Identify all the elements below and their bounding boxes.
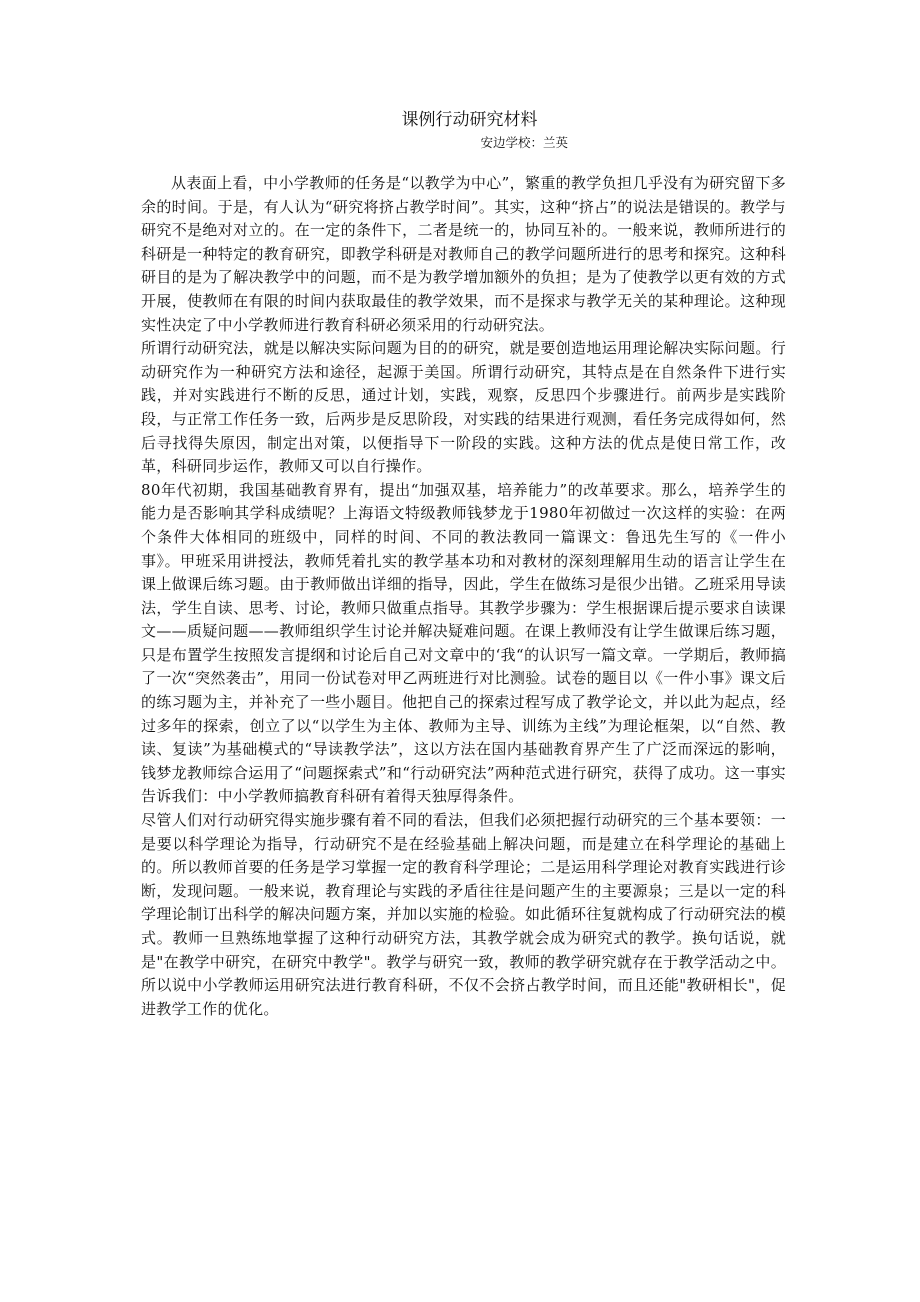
paragraph-1: 从表面上看，中小学教师的任务是“以教学为中心”，繁重的教学负担几乎没有为研究留下多余的时间。于是，有人认为“研究将挤占教学时间”。其实，这种“挤占”的说法是错误的。教学与研究不是绝对对立的。在一定的条件下，二者是统一的，协同互补的。一般来说，教师所进行的科研是一种特定的教育研究，即教学科研是对教师自己的教学问题所进行的思考和探究。这种科研目的是为了解决教学中的问题，而不是为教学增加额外的负担；是为了使教学以更有效的方式开展，使教师在有限的时间内获取最佳的教学效果，而不是探求与教学无关的某种理论。这种现实性决定了中小学教师进行教育科研必须采用的行动研究法。 [141,174,786,334]
paragraph-4: 尽管人们对行动研究得实施步骤有着不同的看法，但我们必须把握行动研究的三个基本要领：一是要以科学理论为指导，行动研究不是在经验基础上解决问题，而是建立在科学理论的基础上的。所以教师首要的任务是学习掌握一定的教育科学理论；二是运用科学理论对教育实践进行诊断，发现问题。一般来说，教育理论与实践的矛盾往往是问题产生的主要源泉；三是以一定的科学理论制订出科学的解决问题方案，并加以实施的检验。如此循环往复就构成了行动研究法的模式。教师一旦熟练地掌握了这种行动研究方法，其教学就会成为研究式的教学。换句话说，就是"在教学中研究，在研究中教学"。教学与研究一致，教师的教学研究就存在于教学活动之中。所以说中小学教师运用研究法进行教育科研，不仅不会挤占教学时间，而且还能"教研相长"，促进教学工作的优化。 [141,811,786,1018]
document-title: 课例行动研究材料 [401,110,538,130]
document-author: 安边学校：兰英 [480,135,568,150]
document-page [141,108,786,1021]
paragraph-2: 所谓行动研究法，就是以解决实际问题为目的的研究，就是要创造地运用理论解决实际问题。行动研究作为一种研究方法和途径，起源于美国。所谓行动研究，其特点是在自然条件下进行实践，并对实践进行不断的反思，通过计划，实践，观察，反思四个步骤进行。前两步是实践阶段，与正常工作任务一致，后两步是反思阶段，对实践的结果进行观测，看任务完成得如何，然后寻找得失原因，制定出对策，以便指导下一阶段的实践。这种方法的优点是使日常工作，改革，科研同步运作，教师又可以自行操作。 [141,339,786,476]
document-body [141,172,786,1021]
paragraph-3: 80年代初期，我国基础教育界有，提出“加强双基，培养能力”的改革要求。那么，培养学生的能力是否影响其学科成绩呢？上海语文特级教师钱梦龙于1980年初做过一次这样的实验：在两个条件大体相同的班级中，同样的时间、不同的教法教同一篇课文：鲁迅先生写的《一件小事》。甲班采用讲授法，教师凭着扎实的教学基本功和对教材的深刻理解用生动的语言让学生在课上做课后练习题。由于教师做出详细的指导，因此，学生在做练习是很少出错。乙班采用导读法，学生自读、思考、讨论，教师只做重点指导。其教学步骤为：学生根据课后提示要求自读课文——质疑问题——教师组织学生讨论并解决疑难问题。在课上教师没有让学生做课后练习题，只是布置学生按照发言提纲和讨论后自己对文章中的‘我“的认识写一篇文章。一学期后，教师搞了一次“突然袭击”，用同一份试卷对甲乙两班进行对比测验。试卷的题目以《一件小事》课文后的练习题为主，并补充了一些小题目。他把自己的探索过程写成了教学论文，并以此为起点，经过多年的探索，创立了以“以学生为主体、教师为主导、训练为主线”为理论框架，以“自然、教读、复读”为基础模式的“导读教学法”，这以方法在国内基础教育界产生了广泛而深远的影响，钱梦龙教师综合运用了“问题探索式”和“行动研究法”两种范式进行研究，获得了成功。这一事实告诉我们：中小学教师搞教育科研有着得天独厚得条件。 [141,480,786,806]
